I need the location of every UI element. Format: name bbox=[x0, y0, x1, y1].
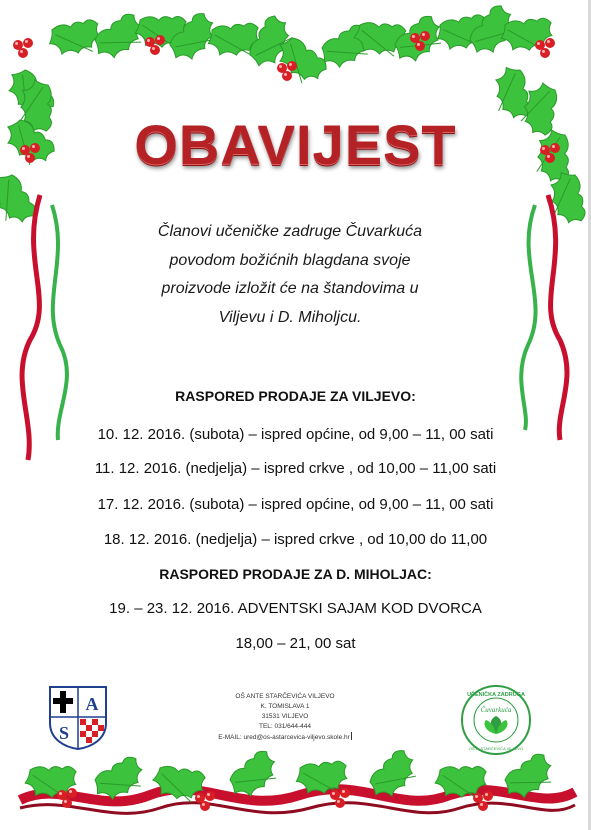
logo-text-middle: Čuvarkuća bbox=[480, 706, 512, 714]
cooperative-logo bbox=[460, 684, 532, 756]
schedule-item: 18,00 – 21, 00 sat bbox=[235, 635, 356, 652]
address-line: 31531 VILJEVO bbox=[261, 713, 309, 720]
schedule-viljevo-heading: RASPORED PRODAJE ZA VILJEVO: bbox=[175, 388, 416, 404]
school-crest-logo bbox=[48, 685, 108, 751]
schedule-item: 11. 12. 2016. (nedjelja) – ispred crkve , od 10,00 – 11,00 sati bbox=[94, 460, 497, 477]
logo-text-top: UČENIČKA ZADRUGA bbox=[467, 692, 525, 698]
schedule-miholjac-heading: RASPORED PRODAJE ZA D. MIHOLJAC: bbox=[159, 566, 432, 582]
schedule-item: 19. – 23. 12. 2016. ADVENTSKI SAJAM KOD DVORCA bbox=[109, 600, 482, 617]
page-title: OBAVIJEST bbox=[134, 113, 457, 176]
intro-line: proizvode izložit će na štandovima u bbox=[161, 280, 419, 297]
intro-line: Članovi učeničke zadruge Čuvarkuća bbox=[157, 223, 423, 240]
address-line bbox=[185, 732, 385, 743]
address-line: TEL: 031/644-444 bbox=[258, 723, 312, 730]
schedule-item: 18. 12. 2016. (nedjelja) – ispred crkve , od 10,00 do 11,00 bbox=[103, 531, 488, 548]
intro-line: povodom božićnih blagdana svoje bbox=[169, 251, 411, 269]
logo-text-bottom: OŠ A. STARČEVIĆA VILJEVO bbox=[468, 746, 524, 751]
email-text: E-MAIL: ured@os-astarcevica-viljevo.skole.hr bbox=[218, 734, 350, 741]
address-line: K. TOMISLAVA 1 bbox=[260, 703, 310, 710]
text-cursor bbox=[351, 732, 352, 740]
school-address bbox=[185, 692, 385, 743]
intro-paragraph bbox=[90, 218, 490, 332]
intro-line: Viljevu i D. Miholjcu. bbox=[218, 308, 362, 326]
schedule-item: 10. 12. 2016. (subota) – ispred općine, od 9,00 – 11, 00 sati bbox=[97, 426, 494, 443]
crest-letter: A bbox=[85, 694, 99, 714]
address-line: OŠ ANTE STARČEVIĆA VILJEVO bbox=[235, 693, 335, 700]
crest-letter: S bbox=[58, 723, 70, 743]
schedule-item: 17. 12. 2016. (subota) – ispred općine, od 9,00 – 11, 00 sati bbox=[97, 496, 494, 513]
